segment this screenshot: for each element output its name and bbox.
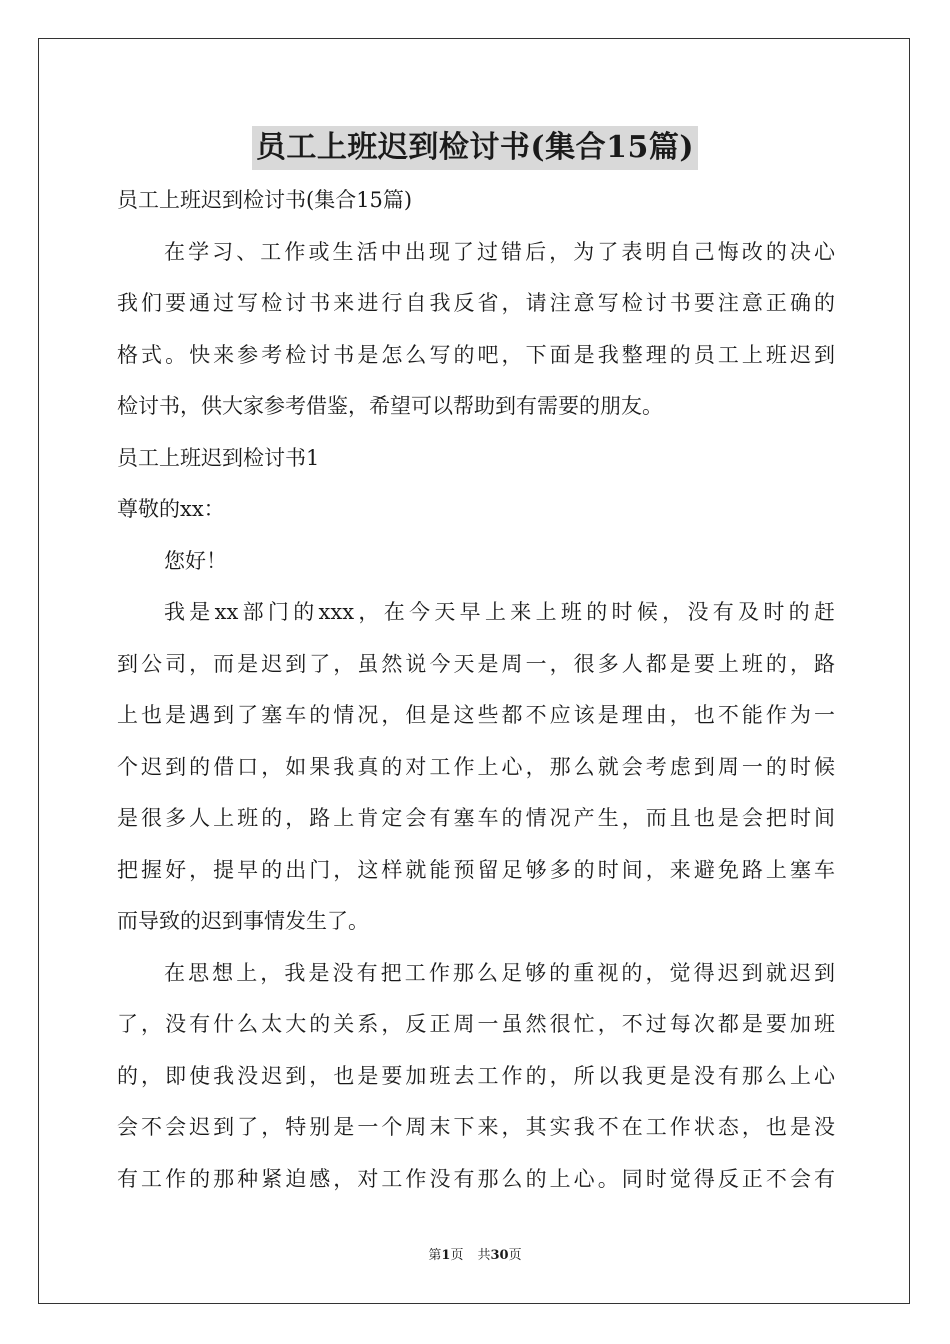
page-number: 1 [441, 1248, 451, 1263]
paragraph-line: 在学习、工作或生活中出现了过错后，为了表明自己悔改的决心 [164, 239, 835, 264]
salutation-line: 尊敬的xx： [117, 497, 225, 521]
paragraph-line: 格式。快来参考检讨书是怎么写的吧，下面是我整理的员工上班迟到 [117, 342, 835, 367]
document-title: 员工上班迟到检讨书(集合15篇) [252, 126, 698, 170]
paragraph-line: 我是xx部门的xxx，在今天早上来上班的时候，没有及时的赶 [164, 600, 835, 624]
paragraph-line: 上也是遇到了塞车的情况，但是这些都不应该是理由，也不能作为一 [117, 703, 835, 727]
page-footer [0, 1246, 950, 1266]
page-prefix: 第 [428, 1248, 442, 1263]
section-heading: 员工上班迟到检讨书1 [117, 445, 320, 470]
page-suffix: 页 [450, 1248, 464, 1263]
paragraph-line: 把握好，提早的出门，这样就能预留足够多的时间，来避免路上塞车 [117, 857, 835, 882]
paragraph-line: 是很多人上班的，路上肯定会有塞车的情况产生，而且也是会把时间 [117, 806, 835, 830]
paragraph-line: 到公司，而是迟到了，虽然说今天是周一，很多人都是要上班的，路 [117, 651, 835, 676]
subtitle-line: 员工上班迟到检讨书(集合15篇) [117, 188, 413, 212]
total-pages: 30 [490, 1248, 509, 1263]
paragraph-line: 了，没有什么太大的关系，反正周一虽然很忙，不过每次都是要加班 [117, 1012, 835, 1036]
document-body [117, 178, 835, 1208]
paragraph-line: 会不会迟到了，特别是一个周末下来，其实我不在工作状态，也是没 [117, 1115, 835, 1139]
paragraph-line: 而导致的迟到事情发生了。 [117, 909, 369, 933]
total-suffix: 页 [508, 1248, 522, 1263]
paragraph-line: 检讨书，供大家参考借鉴，希望可以帮助到有需要的朋友。 [117, 394, 663, 418]
paragraph-line: 有工作的那种紧迫感，对工作没有那么的上心。同时觉得反正不会有 [117, 1166, 835, 1191]
total-prefix: 共 [477, 1248, 491, 1263]
greeting-line: 您好！ [164, 548, 227, 573]
paragraph-line: 我们要通过写检讨书来进行自我反省，请注意写检讨书要注意正确的 [117, 291, 835, 315]
title-container [0, 126, 950, 170]
paragraph-line: 个迟到的借口，如果我真的对工作上心，那么就会考虑到周一的时候 [117, 754, 835, 779]
paragraph-line: 的，即使我没迟到，也是要加班去工作的，所以我更是没有那么上心 [117, 1063, 835, 1088]
paragraph-line: 在思想上，我是没有把工作那么足够的重视的，觉得迟到就迟到 [164, 960, 835, 985]
